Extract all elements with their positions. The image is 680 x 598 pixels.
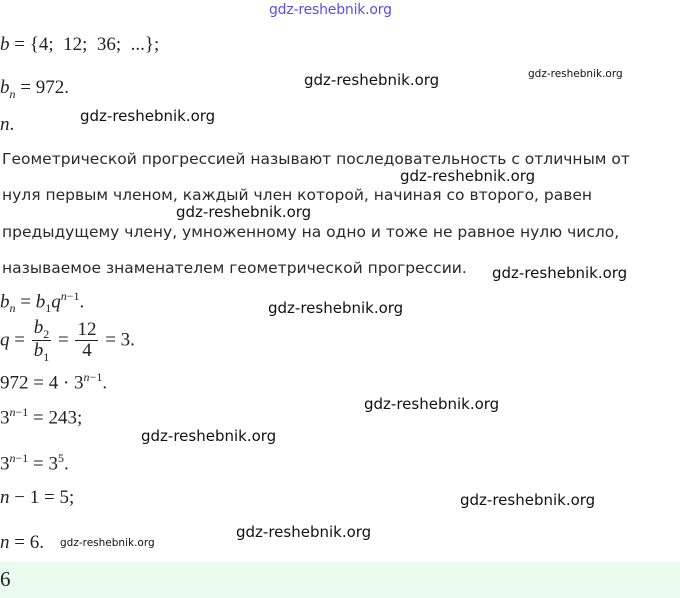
find-n: n. [0,114,15,135]
watermark-inline-small: gdz-reshebnik.org [60,537,155,549]
answer-value: 6 [0,567,11,591]
definition-line-2: нуля первым членом, каждый член которой, начиная со второго, равен [2,186,593,204]
answer-bar [0,562,680,598]
watermark-8: gdz-reshebnik.org [141,427,277,445]
definition-line-3: предыдущему члену, умноженному на одно и тоже не равное нулю число, [2,223,620,241]
definition-line-1: Геометрической прогрессией называют последовательность с отличным от [2,150,630,168]
watermark-top: gdz-reshebnik.org [269,2,392,18]
equation-972: $972 = 4 \cdot 3^{n-1}$. [0,370,108,394]
given-bn: $b_n = 972$. [0,77,69,101]
watermark-small-right: gdz-reshebnik.org [528,68,623,80]
definition-line-4: называемое знаменателем геометрической прогрессии. [2,259,467,277]
watermark-3: gdz-reshebnik.org [400,167,536,185]
watermark-2: gdz-reshebnik.org [80,107,216,125]
watermark-10: gdz-reshebnik.org [236,523,372,541]
formula-bn: $b_n = b_1q^{n-1}$. [0,289,85,316]
equation-n-result: n = 6. [0,532,44,553]
watermark-6: gdz-reshebnik.org [268,299,404,317]
fraction-12-4: $\frac{12}{4}$ [77,319,97,362]
watermark-4: gdz-reshebnik.org [176,203,312,221]
q-calc: q = $\frac{b_2}{b_1}$ = $\frac{12}{4}$ = 3. [0,317,135,365]
watermark-7: gdz-reshebnik.org [364,395,500,413]
watermark-9: gdz-reshebnik.org [460,491,596,509]
watermark-5: gdz-reshebnik.org [492,264,628,282]
bn-value: 972 [35,77,65,98]
watermark-1: gdz-reshebnik.org [304,71,440,89]
equation-3-5: $3^{n-1} = 3^5$. [0,451,69,475]
fraction-b2-b1: $\frac{b_2}{b_1}$ [33,317,50,365]
equation-n-minus-1: n − 1 = 5; [0,487,75,508]
given-sequence: b = {4; 12; 36; ...}; [0,34,160,55]
equation-243: $3^{n-1} = 243$; [0,405,83,429]
